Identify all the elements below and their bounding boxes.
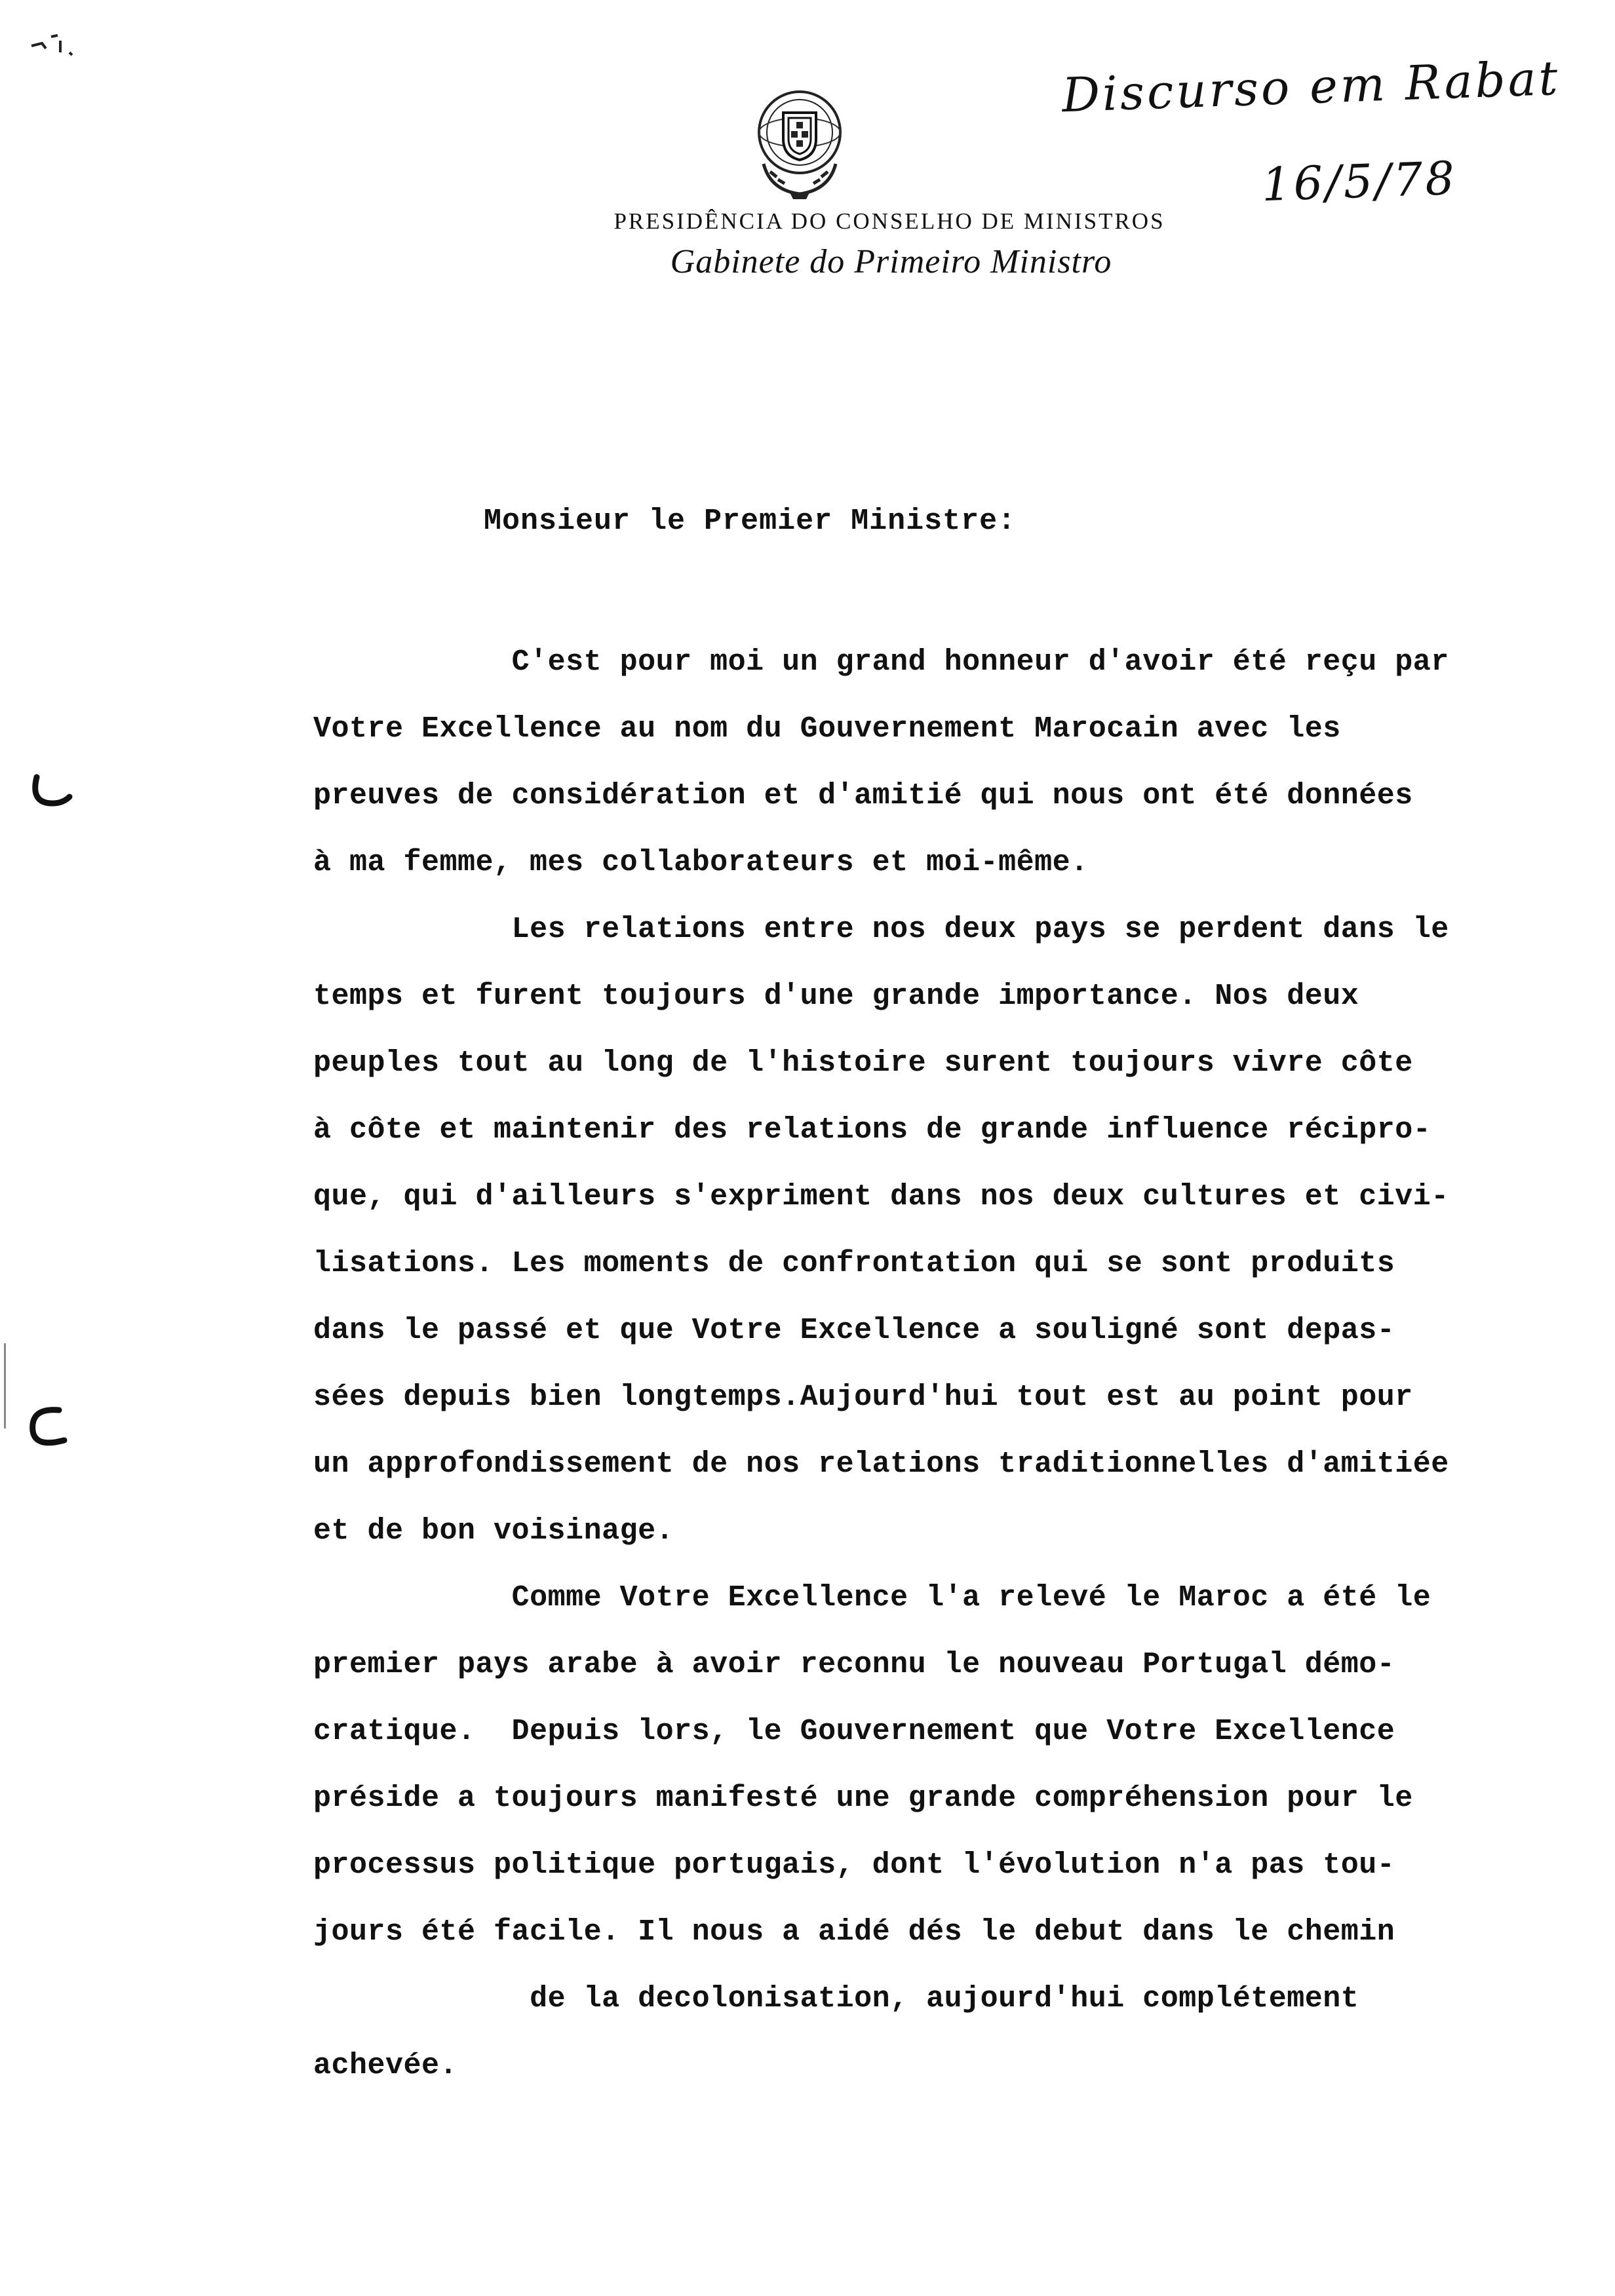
paragraph: Les relations entre nos deux pays se perdent dans le temps et furent toujours d'une grande importance. Nos deux peuples tout au long de l'histoire surent toujours vivre côte à côte et maintenir des relations de grande influence récipro- que, qui d'ailleurs s'expriment dans nos deux cultures et civi- lisations. Les moments de confrontation qui se sont produits dans le passé et que Votre Excellence a souligné sont depas- sées depuis bien longtemps.Aujourd'hui tout est au point pour un approfondissement de nos relations traditionnelles d'amitiée et de bon voisinage. <box>313 913 1449 1548</box>
letter-salutation: Monsieur le Premier Ministre: <box>484 505 1017 538</box>
handwritten-note: Discurso em Rabat <box>1060 50 1561 123</box>
letterhead-office: Gabinete do Primeiro Ministro <box>670 243 1112 280</box>
binder-hole-mark-bottom <box>26 1402 79 1455</box>
coat-of-arms-emblem <box>744 79 855 203</box>
corner-mark <box>29 26 94 66</box>
page-edge-line <box>4 1343 6 1428</box>
handwritten-date: 16/5/78 <box>1260 151 1458 212</box>
binder-hole-mark-top <box>26 767 79 819</box>
letterhead-organization: PRESIDÊNCIA DO CONSELHO DE MINISTROS <box>613 208 1165 234</box>
paragraph: C'est pour moi un grand honneur d'avoir été reçu par Votre Excellence au nom du Gouvernement Marocain avec les preuves de considération et d'amitié qui nous ont été données à ma femme, mes collaborateurs et moi-même. <box>313 645 1449 879</box>
letter-body <box>313 629 1585 2099</box>
paragraph: Comme Votre Excellence l'a relevé le Maroc a été le premier pays arabe à avoir reconnu le nouveau Portugal démo- cratique. Depuis lors, le Gouvernement que Votre Excellence préside a toujours manifesté une grande compréhension pour le processus politique portugais, dont l'évolution n'a pas tou- jours été facile. Il nous a aidé dés le debut dans le chemin de la decolonisation, aujourd'hui complétement achevée. <box>313 1581 1431 2082</box>
